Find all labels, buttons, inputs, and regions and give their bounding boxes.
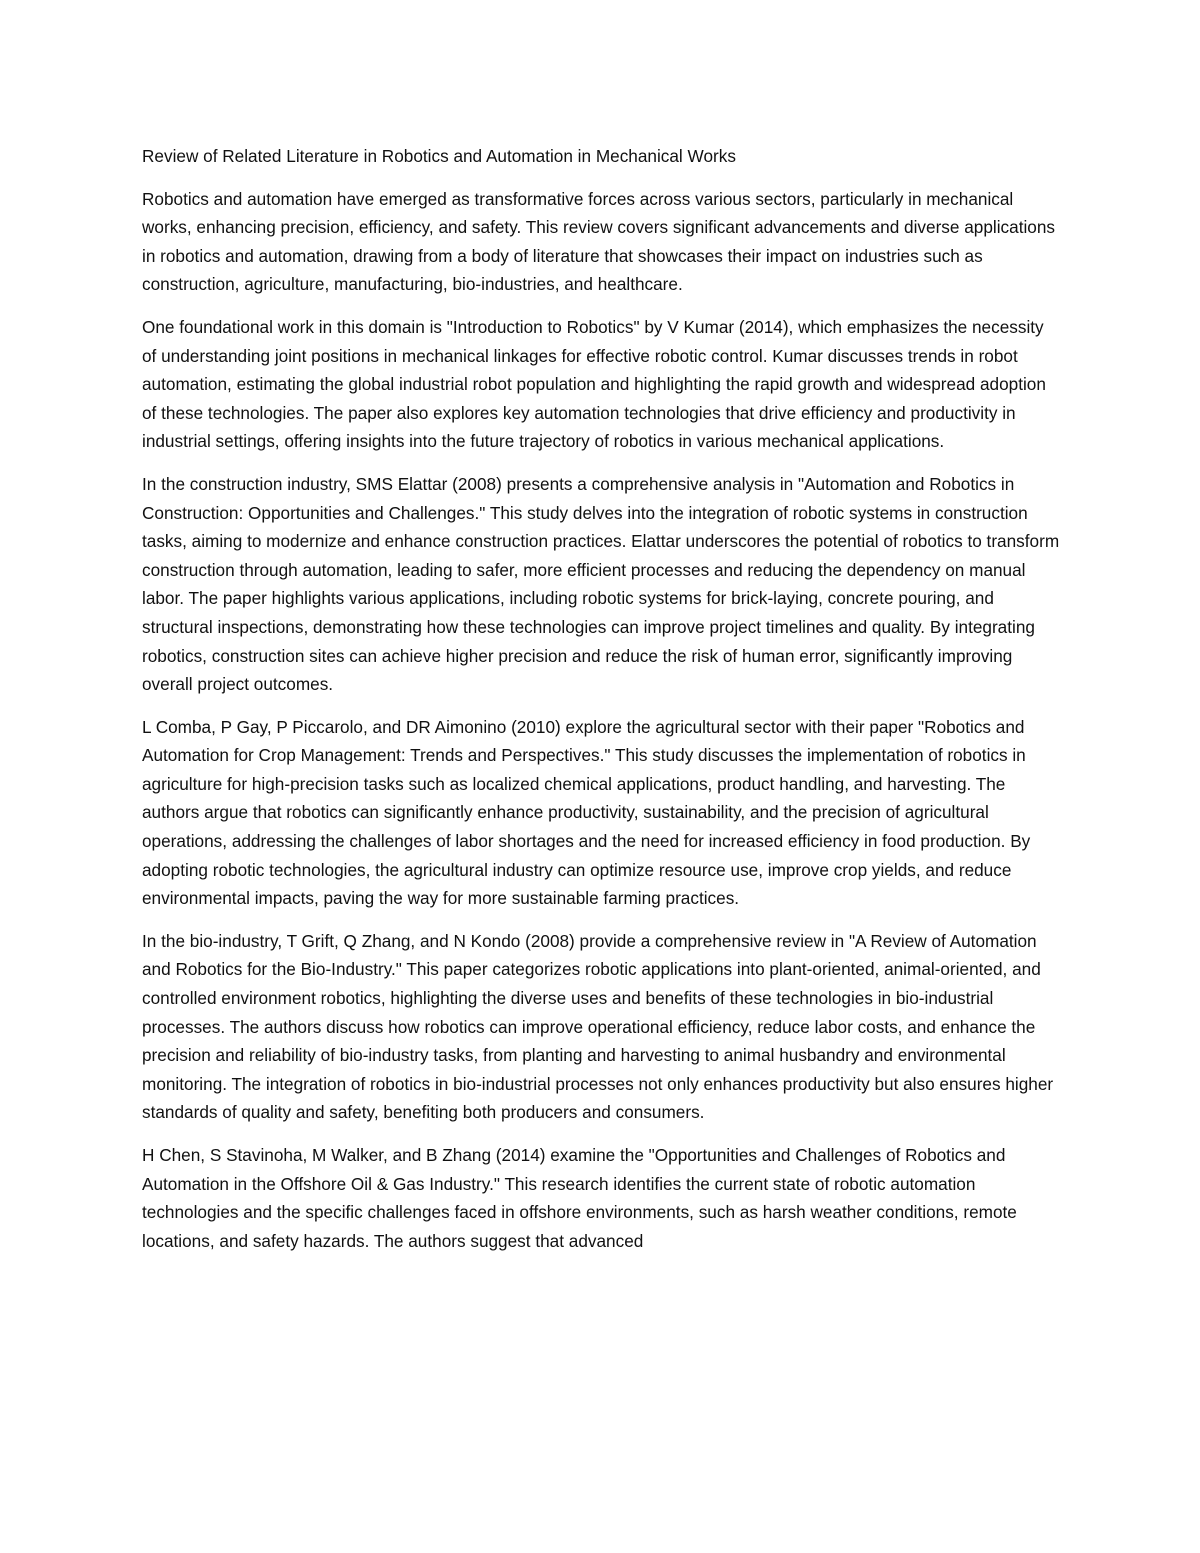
- paragraph-introduction: Robotics and automation have emerged as transformative forces across various sectors, particularly in mechanical works, enhancing precision, efficiency, and safety. This review covers significant advancements and diverse applications in robotics and automation, drawing from a body of literature that showcases their impact on industries such as construction, agriculture, manufacturing, bio-industries, and healthcare.: [142, 188, 1055, 295]
- document-body: [142, 142, 1062, 1269]
- paragraph-grift: In the bio-industry, T Grift, Q Zhang, and N Kondo (2008) provide a comprehensive review in "A Review of Automation and Robotics for the Bio-Industry." This paper categorizes robotic applications into plant-oriented, animal-oriented, and controlled environment robotics, highlighting the diverse uses and benefits of these technologies in bio-industrial processes. The authors discuss how robotics can improve operational efficiency, reduce labor costs, and enhance the precision and reliability of bio-industry tasks, from planting and harvesting to animal husbandry and environmental monitoring. The integration of robotics in bio-industrial processes not only enhances productivity but also ensures higher standards of quality and safety, benefiting both producers and consumers.: [142, 930, 1054, 1123]
- paragraph-chen: H Chen, S Stavinoha, M Walker, and B Zhang (2014) examine the "Opportunities and Challenges of Robotics and Automation in the Offshore Oil & Gas Industry." This research identifies the current state of robotic automation technologies and the specific challenges faced in offshore environments, such as harsh weather conditions, remote locations, and safety hazards. The authors suggest that advanced: [142, 1145, 1017, 1251]
- paragraph-elattar: In the construction industry, SMS Elattar (2008) presents a comprehensive analysis in "Automation and Robotics in Construction: Opportunities and Challenges." This study delves into the integration of robotic systems in construction tasks, aiming to modernize and enhance construction practices. Elattar underscores the potential of robotics to transform construction through automation, leading to safer, more efficient processes and reducing the dependency on manual labor. The paper highlights various applications, including robotic systems for brick-laying, concrete pouring, and structural inspections, demonstrating how these technologies can improve project timelines and quality. By integrating robotics, construction sites can achieve higher precision and reduce the risk of human error, significantly improving overall project outcomes.: [142, 473, 1060, 695]
- paragraph-comba: L Comba, P Gay, P Piccarolo, and DR Aimonino (2010) explore the agricultural sector with their paper "Robotics and Automation for Crop Management: Trends and Perspectives." This study discusses the implementation of robotics in agriculture for high-precision tasks such as localized chemical applications, product handling, and harvesting. The authors argue that robotics can significantly enhance productivity, sustainability, and the precision of agricultural operations, addressing the challenges of labor shortages and the need for increased efficiency in food production. By adopting robotic technologies, the agricultural industry can optimize resource use, improve crop yields, and reduce environmental impacts, paving the way for more sustainable farming practices.: [142, 716, 1031, 909]
- document-title: Review of Related Literature in Robotics and Automation in Mechanical Works: [142, 146, 736, 166]
- paragraph-kumar: One foundational work in this domain is "Introduction to Robotics" by V Kumar (2014), which emphasizes the necessity of understanding joint positions in mechanical linkages for effective robotic control. Kumar discusses trends in robot automation, estimating the global industrial robot population and highlighting the rapid growth and widespread adoption of these technologies. The paper also explores key automation technologies that drive efficiency and productivity in industrial settings, offering insights into the future trajectory of robotics in various mechanical applications.: [142, 316, 1046, 452]
